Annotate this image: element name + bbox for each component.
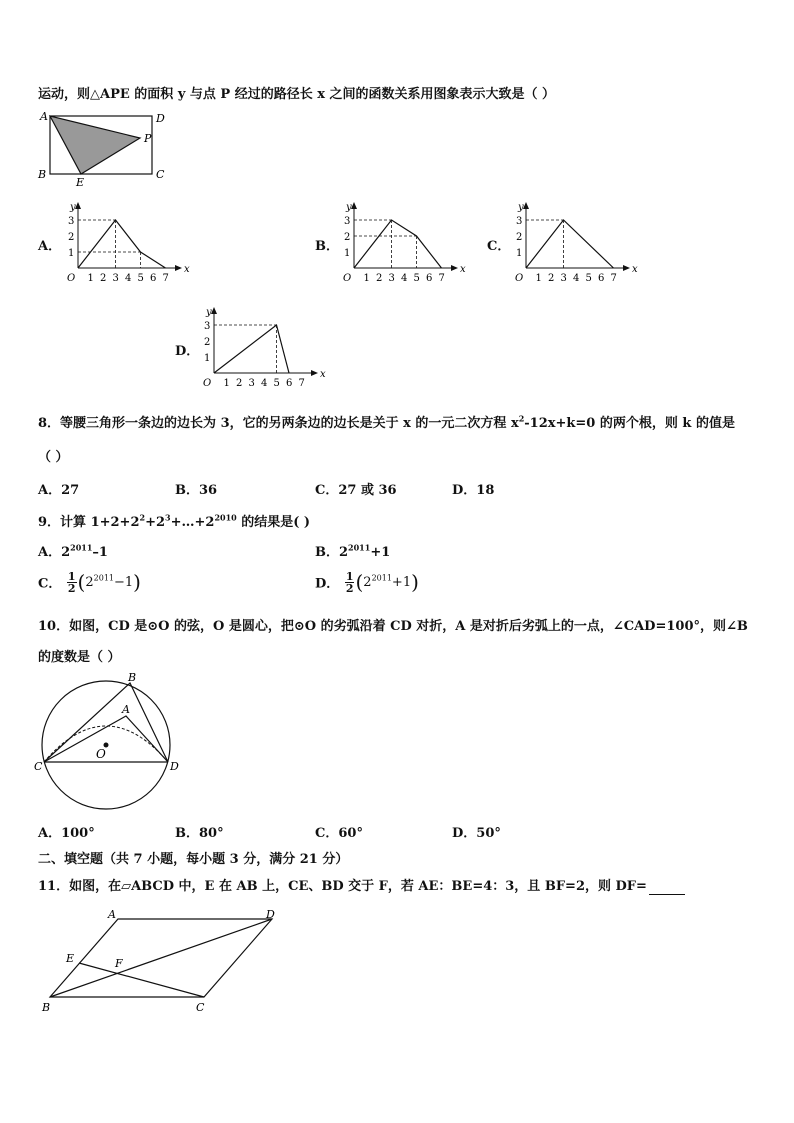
y-tick-label: 2	[204, 337, 211, 348]
x-tick-label: 4	[573, 273, 580, 284]
q10-option-c: C．60°	[315, 826, 363, 841]
q7-option-c-label: C．	[487, 239, 511, 254]
fraction: $\frac{1}{2}$	[67, 569, 76, 595]
y-axis-arrow	[351, 202, 357, 209]
q8-stem: 8．等腰三角形一条边的边长为 3，它的另两条边的边长是关于 x 的一元二次方程 $x^2-12x+k=0$ 的两个根，则 k 的值是	[38, 413, 735, 431]
q10-option-d: D．50°	[452, 826, 501, 841]
q9-option-b: B．$2^{2011}+1$	[315, 542, 391, 560]
function-line	[354, 220, 442, 268]
x-tick-label: 1	[363, 273, 370, 284]
y-tick-label: 1	[68, 248, 75, 259]
y-axis-label: y	[206, 307, 212, 318]
label-c: C	[156, 168, 165, 181]
q7-option-d-label: D．	[175, 344, 200, 359]
x-axis-label: x	[632, 264, 638, 275]
x-tick-label: 2	[376, 273, 383, 284]
label-a: A	[108, 908, 116, 921]
q8-option-d: D．18	[452, 483, 495, 498]
y-tick-label: 3	[204, 321, 211, 332]
label-a: A	[40, 110, 48, 123]
x-tick-label: 5	[273, 378, 280, 389]
y-tick-label: 2	[344, 232, 351, 243]
label-c: C	[196, 1001, 205, 1014]
y-tick-label: 2	[68, 232, 75, 243]
x-tick-label: 4	[125, 273, 132, 284]
x-tick-label: 3	[560, 273, 567, 284]
q10-option-b: B．80°	[175, 826, 224, 841]
label-a: A	[122, 703, 130, 716]
q7-option-b-label: B．	[315, 239, 339, 254]
label-e: E	[76, 176, 85, 189]
q10-stem-line1: 10．如图，CD 是⊙O 的弦，O 是圆心，把⊙O 的劣弧沿着 CD 对折，A 是对折后劣弧上的一点，∠CAD=100°，则∠B	[38, 619, 748, 634]
y-axis-arrow	[523, 202, 529, 209]
q7-option-a-label: A．	[38, 239, 62, 254]
answer-blank	[649, 879, 685, 895]
x-tick-label: 7	[298, 378, 305, 389]
x-tick-label: 4	[261, 378, 268, 389]
q8-blank: （ ）	[38, 450, 69, 465]
label-f: F	[115, 957, 123, 970]
x-tick-label: 3	[388, 273, 395, 284]
q7-option-a-graph	[62, 198, 190, 288]
q9-option-d: D． $\frac{1}{2}$ $(2^{2011}+1)$	[315, 569, 419, 595]
label-d: D	[156, 112, 165, 125]
function-line	[214, 325, 289, 373]
y-tick-label: 3	[344, 216, 351, 227]
x-tick-label: 5	[137, 273, 144, 284]
y-tick-label: 1	[516, 248, 523, 259]
y-tick-label: 2	[516, 232, 523, 243]
y-tick-label: 1	[344, 248, 351, 259]
y-tick-label: 1	[204, 353, 211, 364]
origin-label: O	[203, 378, 212, 389]
origin-label: O	[67, 273, 76, 284]
q7-rectangle-figure	[36, 110, 166, 190]
x-tick-label: 6	[150, 273, 157, 284]
x-tick-label: 5	[413, 273, 420, 284]
x-tick-label: 3	[248, 378, 255, 389]
x-axis-arrow	[623, 265, 630, 271]
function-line	[78, 220, 166, 268]
x-tick-label: 1	[535, 273, 542, 284]
x-tick-label: 2	[548, 273, 555, 284]
x-tick-label: 6	[598, 273, 605, 284]
q8-option-c: C．27 或 36	[315, 483, 397, 498]
y-tick-label: 3	[516, 216, 523, 227]
x-tick-label: 5	[585, 273, 592, 284]
q7-option-b-graph	[338, 198, 466, 288]
fraction: $\frac{1}{2}$	[345, 569, 354, 595]
x-tick-label: 6	[426, 273, 433, 284]
x-axis-label: x	[184, 264, 190, 275]
x-tick-label: 3	[112, 273, 119, 284]
y-axis-arrow	[211, 307, 217, 314]
x-axis-label: x	[460, 264, 466, 275]
x-axis-arrow	[311, 370, 318, 376]
q9-stem: 9．计算 $1+2+2^2+2^3+\dots+2^{2010}$ 的结果是( )	[38, 512, 311, 530]
x-axis-label: x	[320, 369, 326, 380]
q10-circle-figure	[32, 670, 192, 812]
label-d: D	[266, 908, 275, 921]
x-tick-label: 2	[236, 378, 243, 389]
q10-option-a: A．100°	[38, 826, 95, 841]
x-tick-label: 1	[223, 378, 230, 389]
y-axis-arrow	[75, 202, 81, 209]
label-e: E	[66, 952, 75, 965]
function-line	[526, 220, 614, 268]
q11-parallelogram-figure	[36, 905, 286, 1017]
label-c: C	[34, 760, 43, 773]
origin-label: O	[343, 273, 352, 284]
y-axis-label: y	[518, 202, 524, 213]
x-axis-arrow	[175, 265, 182, 271]
x-axis-arrow	[451, 265, 458, 271]
q9-option-a: A．$2^{2011}-1$	[38, 542, 108, 560]
x-tick-label: 1	[87, 273, 94, 284]
label-o: O	[96, 747, 106, 761]
x-tick-label: 7	[438, 273, 445, 284]
q8-option-a: A．27	[38, 483, 80, 498]
q11-stem: 11．如图，在▱ABCD 中，E 在 AB 上，CE、BD 交于 F，若 AE：BE=4：3，且 BF=2，则 DF=	[38, 875, 685, 895]
label-d: D	[170, 760, 179, 773]
q8-option-b: B．36	[175, 483, 218, 498]
q9-option-c: C． $\frac{1}{2}$ $(2^{2011}-1)$	[38, 569, 141, 595]
label-b: B	[42, 1001, 51, 1014]
section-title: 二、填空题（共 7 小题，每小题 3 分，满分 21 分）	[38, 852, 349, 867]
label-b: B	[38, 168, 47, 181]
q10-stem-line2: 的度数是（ ）	[38, 650, 121, 665]
y-axis-label: y	[70, 202, 76, 213]
origin-label: O	[515, 273, 524, 284]
q7-option-d-graph	[198, 303, 326, 393]
y-tick-label: 3	[68, 216, 75, 227]
q7-option-c-graph	[510, 198, 638, 288]
x-tick-label: 7	[610, 273, 617, 284]
x-tick-label: 4	[401, 273, 408, 284]
x-tick-label: 7	[162, 273, 169, 284]
x-tick-label: 6	[286, 378, 293, 389]
x-tick-label: 2	[100, 273, 107, 284]
label-p: P	[144, 132, 152, 145]
y-axis-label: y	[346, 202, 352, 213]
label-b: B	[128, 671, 137, 684]
q7-stem: 运动，则△APE 的面积 y 与点 P 经过的路径长 x 之间的函数关系用图象表示大致是（ ）	[38, 87, 556, 102]
